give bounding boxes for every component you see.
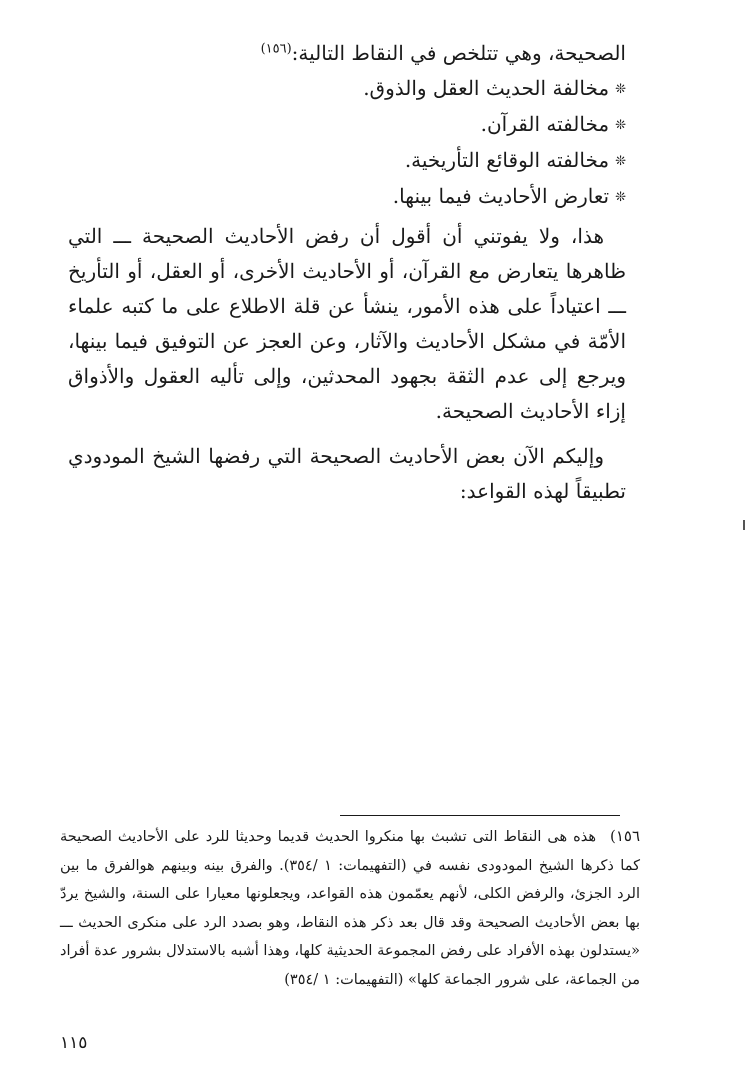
bullet-text: مخالفة الحديث العقل والذوق. — [363, 76, 610, 100]
footnote-block — [60, 822, 640, 994]
intro-line — [68, 36, 626, 71]
footnote-text: هذه هى النقاط التى تشبث بها منكروا الحديث قديما وحديثا للرد على الأحاديث الصحيحة كما ذكرها الشيخ المودودى نفسه في (التفهيمات: ١ /٣٥٤). والفرق بينه وبينهم هوالفرق ما بين الرد الجزئ، والرفض الكلى، لأنهم يعمّمون هذه القواعد، ويجعلونها معيارا على السنة، والشيخ يردّ بها بعض الأحاديث الصحيحة وقد قال بعد ذكر هذه النقاط، وهو بصدد الرد على منكرى الحديث ـــ «يستدلون بهذه الأفراد على رفض المجموعة الحديثية كلها، وهذا أشبه بالاستدلال بشرور عدة أفراد من الجماعة، على شرور الجماعة كلها» (التفهيمات: ١ /٣٥٤) — [60, 829, 640, 988]
bullet-icon: ❊ — [615, 82, 626, 97]
bullet-icon: ❊ — [615, 118, 626, 133]
page-number: ١١٥ — [60, 1033, 88, 1053]
footnote-number: ١٥٦) — [609, 827, 640, 845]
footnote-paragraph — [60, 822, 640, 994]
bullet-text: تعارض الأحاديث فيما بينها. — [392, 184, 610, 208]
bullet-icon: ❊ — [615, 154, 626, 169]
bullet-item — [68, 179, 626, 215]
bullet-list — [68, 71, 626, 215]
margin-mark — [743, 520, 745, 530]
intro-text: الصحيحة، وهي تتلخص في النقاط التالية: — [291, 41, 626, 65]
bullet-item — [68, 143, 626, 179]
footnote-reference: (١٥٦) — [260, 41, 292, 57]
body-paragraph: هذا، ولا يفوتني أن أقول أن رفض الأحاديث الصحيحة ـــ التي ظاهرها يتعارض مع القرآن، أو الأحاديث الأخرى، أو العقل، أو التأريخ ـــ اعتياداً على هذه الأمور، ينشأ عن قلة الاطلاع على ما كتبه علماء الأمّة في مشكل الأحاديث والآثار، وعن العجز عن التوفيق فيما بينها، ويرجع إلى عدم الثقة بجهود المحدثين، وإلى تأليه العقول والأذواق إزاء الأحاديث الصحيحة. — [68, 224, 626, 423]
bullet-item — [68, 71, 626, 107]
body-paragraph: وإليكم الآن بعض الأحاديث الصحيحة التي رفضها الشيخ المودودي تطبيقاً لهذه القواعد: — [68, 444, 626, 503]
footnote-divider — [340, 815, 620, 816]
bullet-text: مخالفته الوقائع التأريخية. — [404, 148, 610, 172]
main-text-block — [68, 36, 626, 509]
bullet-text: مخالفته القرآن. — [480, 112, 610, 136]
bullet-icon: ❊ — [615, 190, 626, 205]
bullet-item — [68, 107, 626, 143]
